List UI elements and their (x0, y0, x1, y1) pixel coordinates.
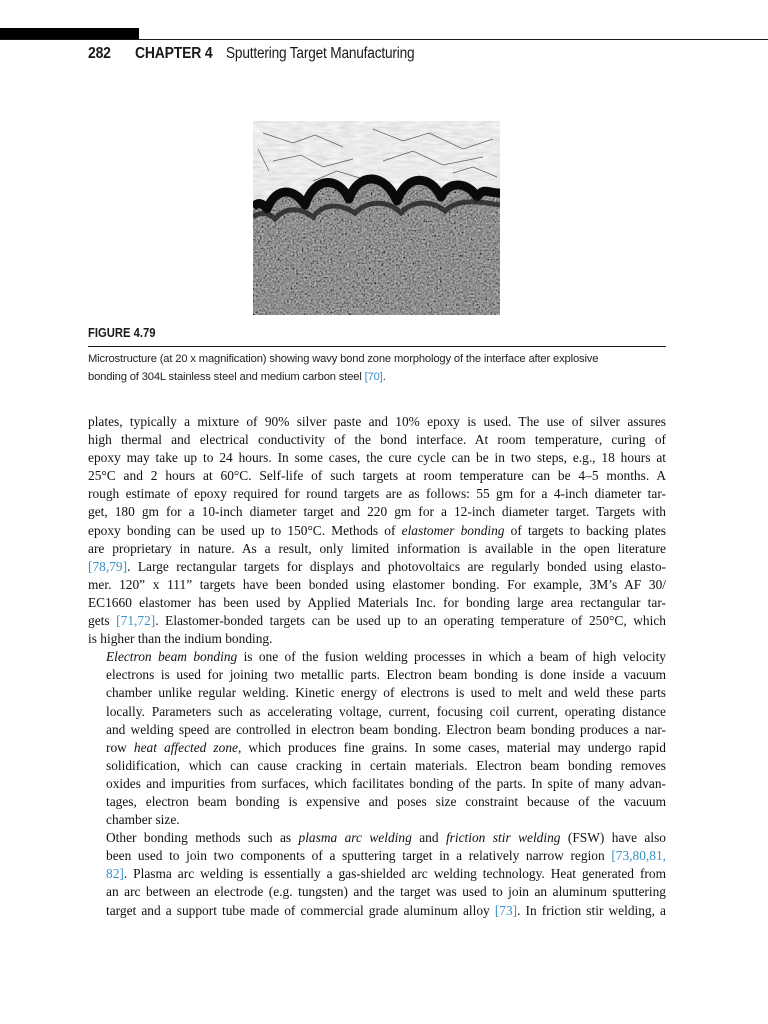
caption-rule (88, 346, 666, 347)
text-line (88, 612, 666, 630)
caption-text: . (382, 371, 386, 383)
text-line: EC1660 elastomer has been used by Applied Materials Inc. for bonding large area rectangular tar- (88, 594, 666, 610)
text-line: electrons is used for joining two metallic parts. Electron beam bonding is done inside a vacuum (106, 667, 666, 683)
text-line: locally. Parameters such as accelerating voltage, current, focusing coil current, operating distance (106, 703, 666, 719)
text-line: high thermal and electrical conductivity of the bond interface. At room temperature, curing of (88, 432, 666, 448)
text-run: epoxy bonding can be used up to 150°C. Methods of (88, 522, 402, 538)
text-run: . In friction stir welding, a (517, 902, 666, 918)
text-line (88, 865, 666, 883)
text-run: Other bonding methods such as (106, 830, 299, 846)
text-run: . Elastomer-bonded targets can be used up to an operating temperature of 250°C, which (155, 613, 666, 629)
text-line: and welding speed are controlled in electron beam bonding. Electron beam bonding produces a nar- (106, 721, 666, 737)
text-run: of targets to backing plates (504, 522, 666, 538)
paragraph-1 (88, 413, 666, 648)
citation-link[interactable]: [73,80,81, (611, 848, 666, 864)
text-run: . Plasma arc welding is essentially a gas-shielded arc welding technology. Heat generated from (123, 866, 666, 882)
text-line (88, 847, 666, 865)
text-line (88, 648, 666, 666)
text-line: is higher than the indium bonding. (88, 631, 273, 647)
body-text (88, 413, 666, 920)
caption-line-1: Microstructure (at 20 x magnification) showing wavy bond zone morphology of the interface after explosive (88, 353, 599, 365)
citation-link[interactable]: [71,72] (116, 613, 156, 629)
text-line: plates, typically a mixture of 90% silver paste and 10% epoxy is used. The use of silver assures (88, 414, 666, 429)
text-run: (FSW) have also (560, 830, 667, 846)
micrograph-image (253, 121, 500, 315)
text-run: been used to join two components of a sputtering target in a relatively narrow region (106, 848, 612, 864)
emphasis: elastomer bonding (401, 522, 505, 538)
text-line (88, 902, 666, 920)
emphasis: friction stir welding (445, 830, 561, 846)
text-line: an arc between an electrode (e.g. tungsten) and the target was used to join an aluminum sputtering (106, 884, 666, 900)
header-rule (0, 39, 768, 40)
emphasis: heat affected zone, (133, 739, 242, 755)
caption-line-2 (88, 368, 688, 386)
text-run: . Large rectangular targets for displays and photovoltaics are regularly bonded using elasto- (127, 558, 666, 574)
text-line: tages, electron beam bonding is expensive and poses size constraint because of the vacuum (106, 793, 666, 809)
text-run: and (411, 830, 446, 846)
text-line: oxides and impurities from surfaces, which facilitates bonding of the parts. In spite of many advan- (106, 775, 666, 791)
citation-link[interactable]: [70] (364, 371, 383, 383)
text-line (88, 558, 666, 576)
text-line: solidification, which can cause cracking in certain materials. Electron beam bonding removes (106, 757, 666, 773)
paragraph-2 (88, 648, 666, 829)
page-number: 282 (88, 45, 111, 62)
emphasis: plasma arc welding (298, 830, 412, 846)
caption-text: bonding of 304L stainless steel and medium carbon steel (88, 371, 365, 383)
citation-link[interactable]: [73] (494, 902, 518, 918)
text-line: epoxy may take up to 24 hours. In some cases, the cure cycle can be in two steps, e.g., 18 hours at (88, 450, 666, 466)
chapter-title: Sputtering Target Manufacturing (226, 45, 415, 62)
text-run: is one of the fusion welding processes in which a beam of high velocity (237, 649, 666, 665)
running-head (88, 45, 440, 67)
text-line (88, 829, 666, 847)
figure-label: FIGURE 4.79 (88, 326, 156, 340)
paragraph-3 (88, 829, 666, 919)
figure-caption (88, 350, 688, 386)
chapter-label: CHAPTER 4 (135, 45, 213, 62)
text-line (88, 739, 666, 757)
text-line: mer. 120” x 111” targets have been bonded using elastomer bonding. For example, 3M’s AF 30/ (88, 576, 666, 592)
text-line: are proprietary in nature. As a result, only limited information is available in the open literature (88, 540, 666, 556)
text-run: target and a support tube made of commercial grade aluminum alloy (106, 902, 495, 918)
text-run: which produces fine grains. In some cases, material may undergo rapid (241, 739, 666, 755)
text-run: gets (88, 613, 117, 629)
text-run: row (106, 739, 134, 755)
emphasis: Electron beam bonding (106, 649, 238, 665)
citation-link[interactable]: 82] (106, 866, 124, 882)
text-line: get, 180 gm for a 10-inch diameter target and 220 gm for a 12-inch diameter target. Targets with (88, 504, 666, 520)
text-line: rough estimate of epoxy required for round targets are as follows: 55 gm for a 4-inch diameter tar- (88, 486, 666, 502)
text-line: chamber size. (106, 812, 180, 828)
text-line (88, 522, 666, 540)
citation-link[interactable]: [78,79] (88, 558, 128, 574)
text-line: 25°C and 2 hours at 60°C. Self-life of such targets at room temperature can be 4–5 months. A (88, 468, 666, 484)
text-line: chamber unlike regular welding. Kinetic energy of electrons is used to melt and weld these parts (106, 685, 666, 701)
